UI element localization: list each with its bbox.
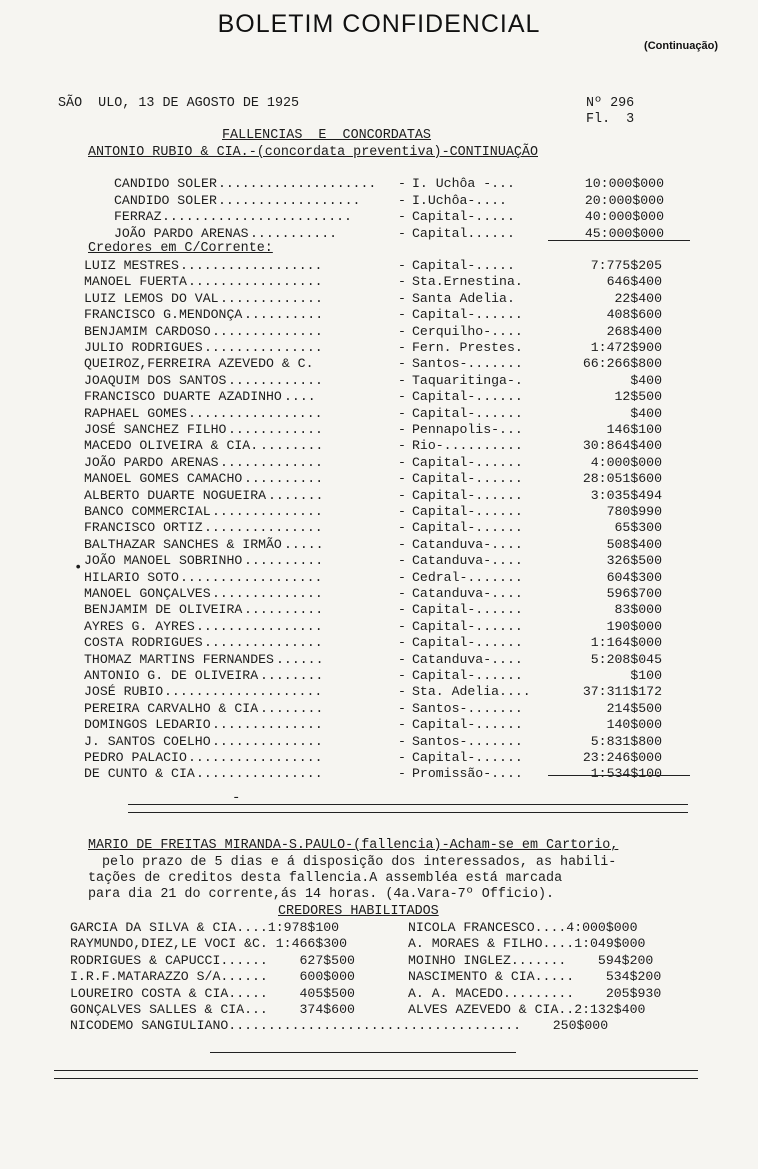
dot-leader: ............... — [204, 340, 323, 355]
creditor-name: RAPHAEL GOMES — [84, 405, 187, 421]
creditor-row — [114, 209, 734, 226]
creditor-place: Capital-...... — [412, 717, 523, 733]
separator-dash: - — [398, 176, 406, 191]
separator-dash: - — [398, 225, 406, 241]
creditor-name: BALTHAZAR SANCHES & IRMÃO — [84, 536, 282, 552]
separator-dash: - — [398, 504, 406, 519]
separator-dash: - — [398, 258, 406, 273]
creditor-amount: 3:035$494 — [590, 487, 662, 503]
bulletin-number: Nº 296 — [586, 96, 635, 111]
creditor-name: JOSÉ SANCHEZ FILHO — [84, 422, 227, 437]
creditor-name: JOÃO MANOEL SOBRINHO — [84, 553, 243, 569]
qualified-creditor-left: NICODEMO SANGIULIANO..................................... 250$000 — [70, 1018, 609, 1034]
section-subtitle: ANTONIO RUBIO & CIA.-(concordata preventiva)-CONTINUAÇÃO — [88, 145, 538, 160]
creditor-row — [84, 652, 704, 668]
dot-leader: ............... — [204, 520, 323, 536]
dot-leader: ........... — [250, 225, 338, 241]
dot-leader: ............ — [228, 372, 323, 388]
creditor-row — [84, 422, 704, 438]
creditor-row — [84, 307, 704, 323]
creditor-row — [84, 488, 704, 504]
separator-dash: - — [398, 684, 406, 700]
creditor-name: ANTONIO G. DE OLIVEIRA — [84, 668, 259, 683]
creditor-name: MANOEL FUERTA — [84, 274, 187, 290]
creditor-place: Capital-...... — [412, 750, 523, 765]
dot-leader: ............. — [220, 454, 323, 470]
creditor-row — [84, 373, 704, 389]
creditor-row — [84, 274, 704, 290]
creditor-row — [84, 455, 704, 471]
separator-dash: - — [398, 192, 406, 208]
creditor-place: Capital-...... — [412, 405, 523, 421]
creditor-place: Capital-...... — [412, 668, 523, 683]
creditor-place: Capital-...... — [412, 504, 523, 519]
creditor-name: BENJAMIM CARDOSO — [84, 323, 211, 339]
qualified-creditor-right: NASCIMENTO & CIA..... 534$200 — [408, 969, 662, 985]
creditor-amount: 65$300 — [614, 520, 662, 536]
creditor-row — [84, 635, 704, 651]
creditor-amount: 408$600 — [606, 307, 662, 323]
bankruptcy-line: pelo prazo de 5 dias e á disposição dos interessados, as habili- — [102, 855, 617, 870]
creditor-amount: 10:000$000 — [584, 176, 664, 191]
separator-dash: - — [398, 389, 406, 405]
creditor-amount: 28:051$600 — [582, 471, 662, 487]
creditor-place: Cedral-....... — [412, 569, 523, 585]
qualified-creditor-left: RAYMUNDO,DIEZ,LE VOCI &C. 1:466$300 — [70, 936, 347, 952]
creditor-place: Santa Adelia. — [412, 290, 515, 306]
creditor-amount: 7:775$205 — [590, 258, 662, 273]
creditor-name: MANOEL GOMES CAMACHO — [84, 471, 243, 487]
creditor-amount: 45:000$000 — [584, 225, 664, 241]
separator-dash: - — [398, 372, 406, 388]
separator-dash: - — [398, 405, 406, 421]
creditor-place: Promissão-.... — [412, 766, 523, 782]
creditor-amount: 604$300 — [606, 569, 662, 585]
creditor-amount: 37:311$172 — [582, 684, 662, 700]
dot-leader: ................ — [196, 766, 323, 782]
bankruptcy-line: tações de creditos desta fallencia.A assembléa está marcada — [88, 871, 563, 886]
dot-leader: .............. — [212, 717, 323, 733]
creditor-amount: 1:534$100 — [590, 766, 662, 782]
creditor-name: HILARIO SOTO — [84, 569, 179, 585]
creditor-name: FRANCISCO G.MENDONÇA — [84, 307, 243, 323]
separator-dash: - — [398, 651, 406, 667]
creditor-place: Capital-...... — [412, 487, 523, 503]
separator-dash: - — [398, 700, 406, 716]
separator-dash: - — [398, 536, 406, 552]
creditor-name: CANDIDO SOLER — [114, 192, 217, 208]
creditor-amount: 596$700 — [606, 586, 662, 601]
dot-leader: ........................ — [162, 209, 352, 224]
creditor-name: ALBERTO DUARTE NOGUEIRA — [84, 487, 267, 503]
creditor-amount: 30:864$400 — [582, 438, 662, 454]
separator-dash: - — [398, 290, 406, 306]
creditor-name: JOÃO PARDO ARENAS — [84, 454, 219, 470]
masthead-title: BOLETIM CONFIDENCIAL — [217, 10, 541, 38]
creditor-place: Capital-..... — [412, 258, 515, 273]
creditor-place: Catanduva-.... — [412, 586, 523, 601]
dot-leader: .......... — [244, 471, 324, 487]
qualified-creditor-left: RODRIGUES & CAPUCCI...... 627$500 — [70, 952, 355, 968]
separator-dash: - — [398, 750, 406, 765]
creditor-name: FERRAZ — [114, 209, 162, 224]
creditor-amount: 508$400 — [606, 536, 662, 552]
qualified-creditor-right: MOINHO INGLEZ....... 594$200 — [408, 952, 654, 968]
creditor-place: I.Uchôa-.... — [412, 192, 507, 208]
separator-dash: - — [398, 602, 406, 618]
separator-dash: - — [398, 422, 406, 437]
creditor-place: Cerquilho-.... — [412, 323, 523, 339]
creditor-row — [114, 176, 734, 193]
section-divider-bottom — [128, 812, 688, 813]
creditor-place: Capital-...... — [412, 602, 523, 618]
creditor-name: JULIO RODRIGUES — [84, 340, 203, 355]
creditor-amount: 5:831$800 — [590, 733, 662, 749]
final-total-rule — [548, 775, 690, 776]
creditor-row — [84, 504, 704, 520]
creditor-place: Capital-...... — [412, 389, 523, 405]
qualified-creditor-left: GONÇALVES SALLES & CIA... 374$600 — [70, 1002, 355, 1017]
creditor-amount: 146$100 — [606, 422, 662, 437]
creditor-amount: 4:000$000 — [590, 454, 662, 470]
dot-leader: ........ — [260, 438, 324, 454]
footer-rule-bottom — [54, 1078, 698, 1079]
creditor-amount: 1:472$900 — [590, 340, 662, 355]
dot-leader: ............. — [220, 290, 323, 306]
dot-leader: ................. — [188, 750, 323, 765]
creditor-place: Capital-...... — [412, 471, 523, 487]
creditor-row — [84, 553, 704, 569]
separator-dash: - — [398, 586, 406, 601]
separator-dash: - — [398, 274, 406, 290]
creditor-place: Capital-...... — [412, 635, 523, 651]
creditor-place: Catanduva-.... — [412, 553, 523, 569]
creditor-name: MACEDO OLIVEIRA & CIA. — [84, 438, 259, 454]
creditor-name: COSTA RODRIGUES — [84, 635, 203, 651]
qualified-creditor-row — [70, 986, 700, 1002]
dot-leader: .............. — [212, 733, 323, 749]
creditor-amount: 83$000 — [614, 602, 662, 618]
creditor-place: Pennapolis-... — [412, 422, 523, 437]
separator-dash: - — [398, 209, 406, 224]
creditor-place: Capital-...... — [412, 618, 523, 634]
dot-leader: .......... — [244, 553, 324, 569]
creditor-name: J. SANTOS COELHO — [84, 733, 211, 749]
separator-dash: - — [398, 323, 406, 339]
separator-dash: - — [398, 340, 406, 355]
qualified-creditor-right: NICOLA FRANCESCO....4:000$000 — [408, 920, 638, 935]
creditor-row — [84, 406, 704, 422]
qualified-creditor-row — [70, 1002, 700, 1018]
creditor-amount: 66:266$800 — [582, 356, 662, 372]
separator-dash: - — [398, 520, 406, 536]
creditor-place: Sta. Adelia.... — [412, 684, 531, 700]
dot-leader: ..... — [284, 536, 324, 552]
creditor-amount: $100 — [630, 668, 662, 683]
creditor-name: AYRES G. AYRES — [84, 618, 195, 634]
creditor-amount: 20:000$000 — [584, 192, 664, 208]
creditor-place: Rio-.......... — [412, 438, 523, 454]
separator-dash: - — [398, 717, 406, 733]
ink-dot: • — [74, 560, 83, 576]
creditor-place: Capital-..... — [412, 209, 515, 224]
qualified-creditor-left: GARCIA DA SILVA & CIA....1:978$100 — [70, 920, 340, 935]
creditor-name: PEDRO PALACIO — [84, 750, 187, 765]
creditor-row — [84, 438, 704, 454]
qualified-creditor-row — [70, 936, 700, 952]
section-title: FALLENCIAS E CONCORDATAS — [222, 128, 431, 143]
creditor-row — [84, 717, 704, 733]
creditor-row — [84, 750, 704, 766]
creditor-name: FRANCISCO ORTIZ — [84, 520, 203, 536]
separator-dash: - — [398, 766, 406, 782]
creditor-name: BENJAMIM DE OLIVEIRA — [84, 602, 243, 618]
dot-leader: .......... — [244, 602, 324, 618]
creditor-name: DE CUNTO & CIA — [84, 766, 195, 782]
creditor-amount: 326$500 — [606, 553, 662, 569]
creditor-name: FRANCISCO DUARTE AZADINHO — [84, 389, 282, 405]
creditor-place: Catanduva-.... — [412, 536, 523, 552]
dot-leader: ................ — [196, 618, 323, 634]
current-account-heading: Credores em C/Corrente: — [88, 241, 273, 256]
creditor-row — [84, 537, 704, 553]
creditor-place: Capital-...... — [412, 454, 523, 470]
dot-leader: .................... — [218, 176, 377, 191]
bankruptcy-head-text: MARIO DE FREITAS MIRANDA-S.PAULO-(fallencia)-Acham-se em Cartorio, — [88, 838, 619, 853]
creditor-amount: 268$400 — [606, 323, 662, 339]
dot-leader: ............ — [228, 422, 323, 437]
separator-dash: - — [398, 307, 406, 323]
dot-leader: .................. — [218, 192, 361, 208]
creditor-row — [84, 471, 704, 487]
creditor-row — [84, 684, 704, 700]
creditor-row — [84, 340, 704, 356]
creditor-row — [84, 520, 704, 536]
creditor-amount: $400 — [630, 405, 662, 421]
separator-dash: - — [398, 356, 406, 372]
dot-leader: .............. — [212, 586, 323, 601]
creditor-place: Santos-....... — [412, 700, 523, 716]
qualified-creditor-row — [70, 953, 700, 969]
creditor-name: CANDIDO SOLER — [114, 176, 217, 191]
creditor-amount: 1:164$000 — [590, 635, 662, 651]
dot-leader: .............. — [212, 323, 323, 339]
creditor-row — [84, 602, 704, 618]
creditors-subhead: CREDORES HABILITADOS — [278, 904, 439, 919]
creditor-row — [84, 586, 704, 602]
dot-leader: .... — [284, 389, 316, 405]
creditor-row — [84, 356, 704, 372]
creditor-amount: 140$000 — [606, 717, 662, 733]
creditor-place: Fern. Prestes. — [412, 340, 523, 355]
dot-leader: ....... — [268, 487, 324, 503]
separator-dash: - — [398, 733, 406, 749]
total-rule — [548, 240, 690, 241]
dot-leader: ............... — [204, 635, 323, 651]
creditor-name: PEREIRA CARVALHO & CIA — [84, 700, 259, 716]
creditor-place: Santos-....... — [412, 733, 523, 749]
creditor-name: QUEIROZ,FERREIRA AZEVEDO & C. — [84, 356, 314, 372]
creditor-amount: $400 — [630, 372, 662, 388]
creditor-place: Catanduva-.... — [412, 651, 523, 667]
separator-dash: - — [398, 487, 406, 503]
creditor-place: Sta.Ernestina. — [412, 274, 523, 290]
creditor-row — [84, 258, 704, 274]
creditor-name: JOÃO PARDO ARENAS — [114, 225, 249, 241]
creditor-row — [114, 193, 734, 210]
sheet-number: Fl. 3 — [586, 112, 635, 127]
creditor-amount: 23:246$000 — [582, 750, 662, 765]
dot-leader: .................. — [180, 569, 323, 585]
qualified-creditor-right: A. A. MACEDO......... 205$930 — [408, 985, 662, 1001]
dot-leader: .................... — [164, 684, 323, 700]
qualified-creditor-row — [70, 1018, 700, 1034]
creditor-name: JOAQUIM DOS SANTOS — [84, 372, 227, 388]
qualified-creditor-left: LOUREIRO COSTA & CIA..... 405$500 — [70, 985, 355, 1001]
dot-leader: ................. — [188, 274, 323, 290]
creditor-row — [84, 324, 704, 340]
separator-dash: - — [398, 438, 406, 454]
creditor-row — [84, 619, 704, 635]
creditor-amount: 780$990 — [606, 504, 662, 519]
separator-dash: - — [398, 569, 406, 585]
creditor-amount: 5:208$045 — [590, 651, 662, 667]
qualified-creditor-row — [70, 920, 700, 936]
creditor-row — [84, 701, 704, 717]
creditor-name: BANCO COMMERCIAL — [84, 504, 211, 519]
qualified-creditor-right: A. MORAES & FILHO....1:049$000 — [408, 936, 646, 952]
separator-dash: - — [398, 618, 406, 634]
dot-leader: ................. — [188, 405, 323, 421]
qualified-creditor-row — [70, 969, 700, 985]
creditor-amount: 646$400 — [606, 274, 662, 290]
creditor-name: DOMINGOS LEDARIO — [84, 717, 211, 733]
creditor-amount: 190$000 — [606, 618, 662, 634]
creditor-name: LUIZ MESTRES — [84, 258, 179, 273]
qualified-creditor-right: ALVES AZEVEDO & CIA..2:132$400 — [408, 1002, 646, 1017]
creditor-row — [84, 734, 704, 750]
section-divider-top — [128, 804, 688, 805]
creditor-name: JOSÉ RUBIO — [84, 684, 164, 700]
creditor-place: Capital-...... — [412, 520, 523, 536]
dateline: SÃO ULO, 13 DE AGOSTO DE 1925 — [58, 96, 300, 111]
creditor-place: Capital-...... — [412, 307, 523, 323]
creditor-place: Taquaritinga-. — [412, 372, 523, 388]
separator-dash: - — [398, 471, 406, 487]
dot-leader: .................. — [180, 258, 323, 273]
footer-short-rule — [210, 1052, 516, 1053]
dot-leader: ...... — [276, 651, 324, 667]
bankruptcy-line: para dia 21 do corrente,ás 14 horas. (4a.Vara-7º Officio). — [88, 887, 555, 902]
creditor-row — [84, 668, 704, 684]
footer-rule-top — [54, 1070, 698, 1071]
creditor-amount: 214$500 — [606, 700, 662, 716]
qualified-creditor-left: I.R.F.MATARAZZO S/A...... 600$000 — [70, 969, 355, 985]
creditor-name: THOMAZ MARTINS FERNANDES — [84, 651, 274, 667]
creditor-place: Santos-....... — [412, 356, 523, 372]
creditor-amount: 40:000$000 — [584, 209, 664, 224]
creditor-name: MANOEL GONÇALVES — [84, 586, 211, 601]
separator-dash: - — [398, 454, 406, 470]
creditor-row — [84, 291, 704, 307]
creditor-row — [84, 570, 704, 586]
ink-dash: - — [232, 790, 241, 806]
creditor-name: LUIZ LEMOS DO VAL — [84, 290, 219, 306]
creditor-amount: 12$500 — [614, 389, 662, 405]
dot-leader: .............. — [212, 504, 323, 519]
creditor-place: I. Uchôa -... — [412, 176, 515, 191]
creditor-amount: 22$400 — [614, 290, 662, 306]
bankruptcy-head — [88, 838, 618, 854]
dot-leader: ........ — [260, 700, 324, 716]
dot-leader: .......... — [244, 307, 324, 323]
dot-leader: ........ — [260, 668, 324, 683]
creditor-row — [84, 389, 704, 405]
creditor-place: Capital...... — [412, 225, 515, 241]
separator-dash: - — [398, 635, 406, 651]
continuation-label: (Continuação) — [644, 40, 718, 52]
separator-dash: - — [398, 553, 406, 569]
separator-dash: - — [398, 668, 406, 683]
